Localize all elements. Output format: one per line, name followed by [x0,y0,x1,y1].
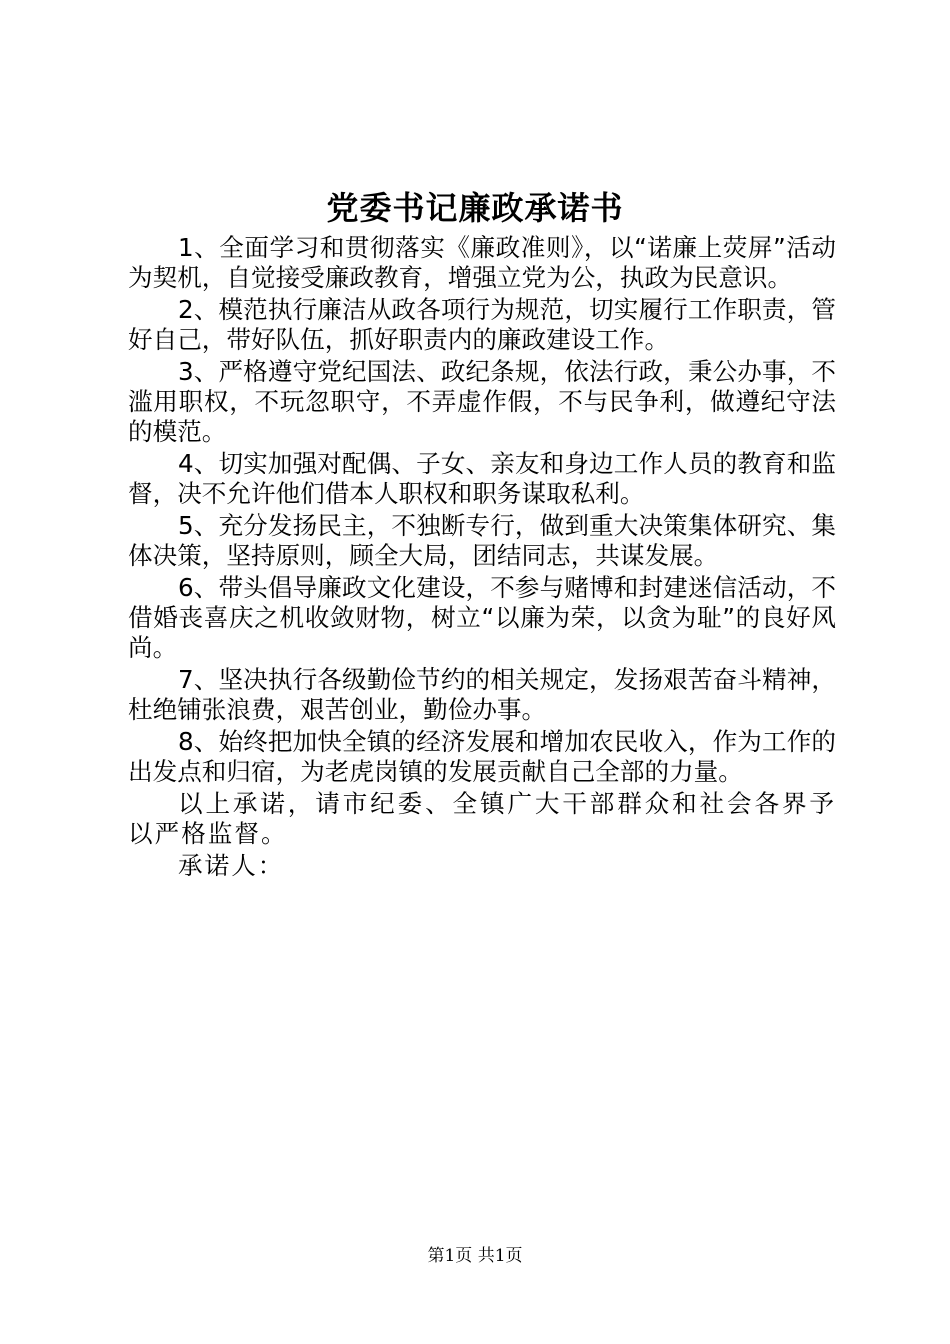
signature-label: 承诺人： [178,851,285,880]
commitment-item-4: 4、切实加强对配偶、子女、亲友和身边工作人员的教育和监督，决不允许他们借本人职权和职务谋取私利。 [128,449,836,508]
commitment-item-6: 6、带头倡导廉政文化建设，不参与赌博和封建迷信活动，不借婚丧喜庆之机收敛财物，树立“以廉为荣，以贪为耻”的良好风尚。 [128,573,836,662]
commitment-item-5: 5、充分发扬民主，不独断专行，做到重大决策集体研究、集体决策，坚持原则，顾全大局，团结同志，共谋发展。 [128,511,836,570]
commitment-item-8: 8、始终把加快全镇的经济发展和增加农民收入，作为工作的出发点和归宿，为老虎岗镇的发展贡献自己全部的力量。 [128,727,836,786]
commitment-item-1: 1、全面学习和贯彻落实《廉政准则》，以“诺廉上荧屏”活动为契机，自觉接受廉政教育，增强立党为公，执政为民意识。 [128,233,836,292]
page-number-footer: 第1页 共1页 [427,1246,523,1266]
closing-statement: 以上承诺，请市纪委、全镇广大干部群众和社会各界予以严格监督。 [128,789,836,848]
document-body [128,233,836,883]
commitment-item-3: 3、严格遵守党纪国法、政纪条规，依法行政，秉公办事，不滥用职权，不玩忽职守，不弄虚作假，不与民争利，做遵纪守法的模范。 [128,357,836,446]
commitment-item-7: 7、坚决执行各级勤俭节约的相关规定，发扬艰苦奋斗精神，杜绝铺张浪费，艰苦创业，勤俭办事。 [128,665,836,724]
document-title: 党委书记廉政承诺书 [326,189,624,227]
commitment-item-2: 2、模范执行廉洁从政各项行为规范，切实履行工作职责，管好自己，带好队伍，抓好职责内的廉政建设工作。 [128,295,836,354]
